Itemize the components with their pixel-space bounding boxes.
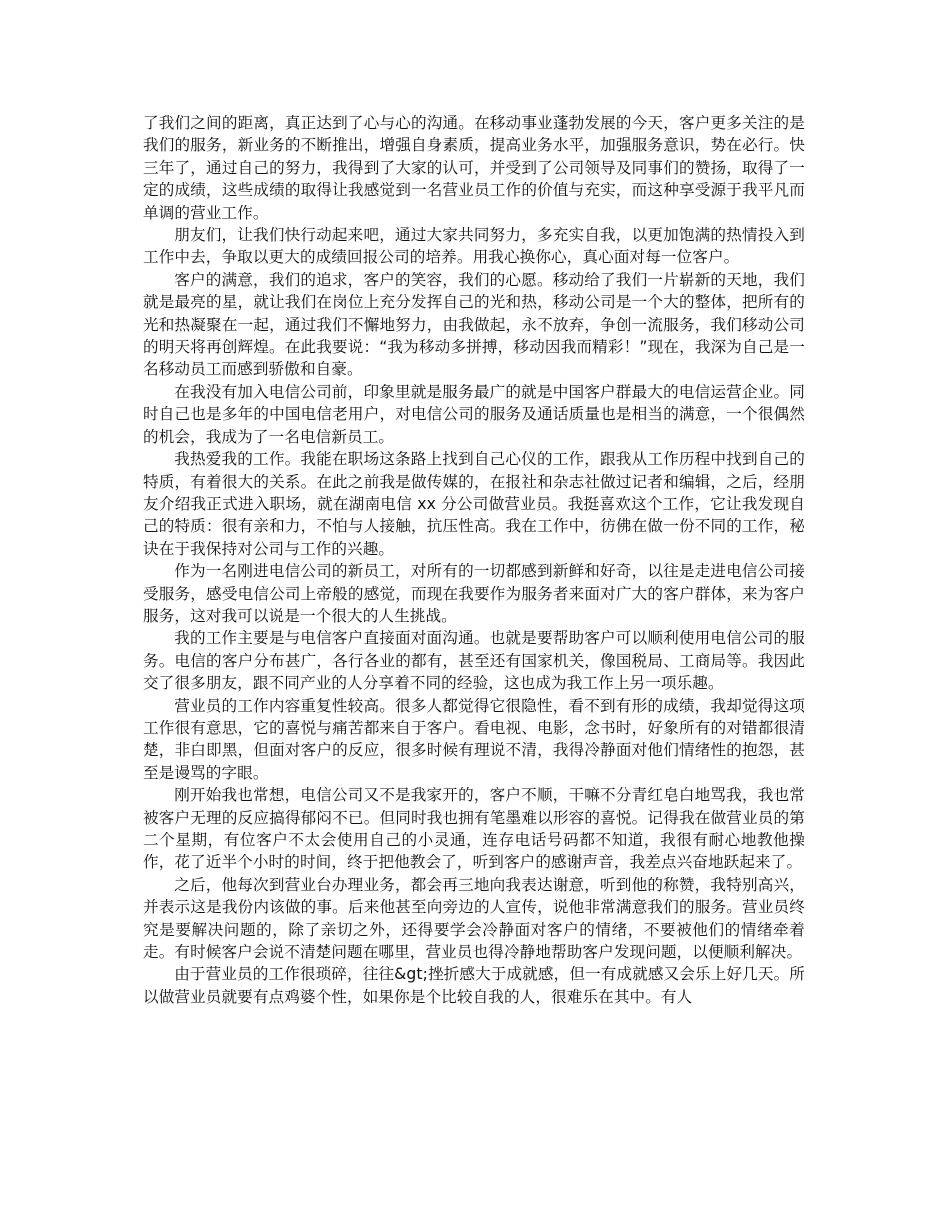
paragraph: 客户的满意，我们的追求，客户的笑容，我们的心愿。移动给了我们一片崭新的天地，我们就是最亮的星，就让我们在岗位上充分发挥自己的光和热，移动公司是一个大的整体，把所有的光和热凝聚在一起，通过我们不懈地努力，由我做起，永不放弃，争创一流服务，我们移动公司的明天将再创辉煌。在此我要说：“我为移动多拼搏，移动因我而精彩！”现在，我深为自己是一名移动员工而感到骄傲和自豪。 [143,270,805,379]
document-body [143,112,805,1008]
paragraph: 之后，他每次到营业台办理业务，都会再三地向我表达谢意，听到他的称赞，我特别高兴，并表示这是我份内该做的事。后来他甚至向旁边的人宣传，说他非常满意我们的服务。营业员终究是要解决问题的，除了亲切之外，还得要学会冷静面对客户的情绪，不要被他们的情绪牵着走。有时候客户会说不清楚问题在哪里，营业员也得冷静地帮助客户发现问题，以便顺利解决。 [143,875,805,962]
paragraph-continuation: 了我们之间的距离，真正达到了心与心的沟通。在移动事业蓬勃发展的今天，客户更多关注的是我们的服务，新业务的不断推出，增强自身素质，提高业务水平，加强服务意识，势在必行。快三年了，通过自己的努力，我得到了大家的认可，并受到了公司领导及同事们的赞扬，取得了一定的成绩，这些成绩的取得让我感觉到一名营业员工作的价值与充实，而这种享受源于我平凡而单调的营业工作。 [143,114,805,222]
paragraph: 由于营业员的工作很琐碎，往往&gt;挫折感大于成就感，但一有成就感又会乐上好几天。所以做营业员就要有点鸡婆个性，如果你是个比较自我的人，很难乐在其中。有人 [143,965,805,1006]
paragraph: 我的工作主要是与电信客户直接面对面沟通。也就是要帮助客户可以顺利使用电信公司的服务。电信的客户分布甚广，各行各业的都有，甚至还有国家机关，像国税局、工商局等。我因此交了很多朋友，跟不同产业的人分享着不同的经验，这也成为我工作上另一项乐趣。 [143,629,805,693]
paragraph: 作为一名刚进电信公司的新员工，对所有的一切都感到新鲜和好奇，以往是走进电信公司接受服务，感受电信公司上帝般的感觉，而现在我要作为服务者来面对广大的客户群体，来为客户服务，这对我可以说是一个很大的人生挑战。 [143,562,805,625]
paragraph: 朋友们，让我们快行动起来吧，通过大家共同努力，多充实自我，以更加饱满的热情投入到工作中去，争取以更大的成绩回报公司的培养。用我心换你心，真心面对每一位客户。 [143,226,805,267]
paragraph: 我热爱我的工作。我能在职场这条路上找到自己心仪的工作，跟我从工作历程中找到自己的特质，有着很大的关系。在此之前我是做传媒的，在报社和杂志社做过记者和编辑，之后，经朋友介绍我正式进入职场，就在湖南电信 xx 分公司做营业员。我挺喜欢这个工作，它让我发现自己的特质：很有亲和力，不怕与人接触，抗压性高。我在工作中，彷佛在做一份不同的工作，秘诀在于我保持对公司与工作的兴趣。 [143,450,805,558]
paragraph: 刚开始我也常想，电信公司又不是我家开的，客户不顺，干嘛不分青红皂白地骂我，我也常被客户无理的反应搞得郁闷不已。但同时我也拥有笔墨难以形容的喜悦。记得我在做营业员的第二个星期，有位客户不太会使用自己的小灵通，连存电话号码都不知道，我很有耐心地教他操作，花了近半个小时的时间，终于把他教会了，听到客户的感谢声音，我差点兴奋地跃起来了。 [143,786,805,872]
paragraph: 在我没有加入电信公司前，印象里就是服务最广的就是中国客户群最大的电信运营企业。同时自己也是多年的中国电信老用户，对电信公司的服务及通话质量也是相当的满意，一个很偶然的机会，我成为了一名电信新员工。 [143,382,805,446]
paragraph: 营业员的工作内容重复性较高。很多人都觉得它很隐性，看不到有形的成绩，我却觉得这项工作很有意思，它的喜悦与痛苦都来自于客户。看电视、电影，念书时，好象所有的对错都很清楚，非白即黑，但面对客户的反应，很多时候有理说不清，我得冷静面对他们情绪性的抱怨，甚至是谩骂的字眼。 [143,696,805,782]
